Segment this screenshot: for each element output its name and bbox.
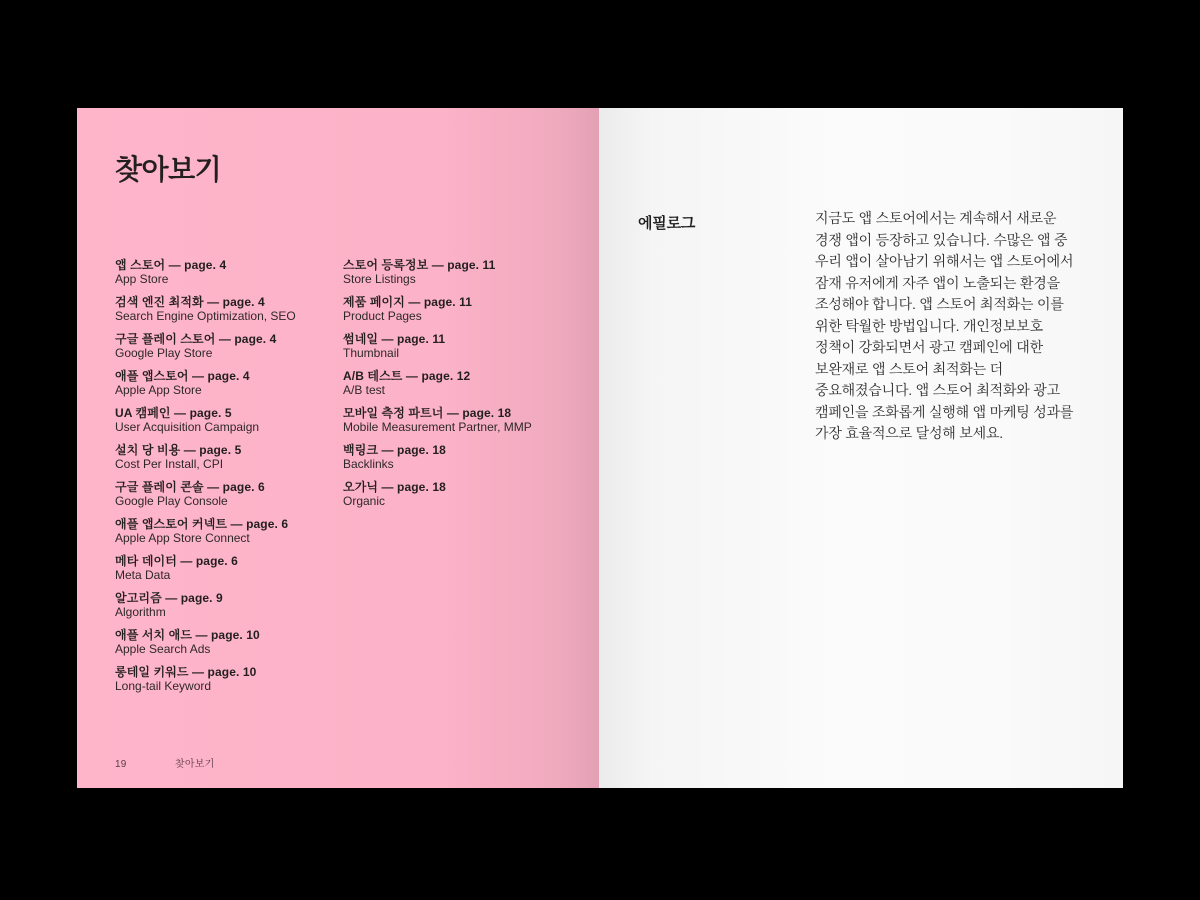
epilogue-body-text: 지금도 앱 스토어에서는 계속해서 새로운 경쟁 앱이 등장하고 있습니다. 수많은 앱 중 우리 앱이 살아남기 위해서는 앱 스토어에서 잠재 유저에게 자주 앱이 노출되는 환경을 조성해야 합니다. 앱 스토어 최적화는 이를 위한 탁월한 방법입니다. 개인정보보호 정책이 강화되면서 광고 캠페인에 대한 보완재로 앱 스토어 최적화는 더 중요해졌습니다. 앱 스토어 최적화와 광고 캠페인을 조화롭게 실행해 앱 마케팅 성과를 가장 효율적으로 달성해 보세요. — [815, 210, 1074, 441]
index-entry-term: 모바일 측정 파트너 — page. 18 — [343, 406, 512, 420]
index-entry — [115, 443, 343, 471]
page-footer — [115, 755, 214, 770]
index-entry-translation: Google Play Store — [115, 346, 213, 360]
index-entry-translation: User Acquisition Campaign — [115, 420, 260, 434]
index-entry-translation: Apple App Store — [115, 383, 202, 397]
index-entry-term: 애플 앱스토어 커넥트 — page. 6 — [115, 517, 289, 531]
index-entry — [115, 406, 343, 434]
index-entry — [115, 517, 343, 545]
index-entry-term: 알고리즘 — page. 9 — [115, 591, 223, 605]
index-entry-term: 구글 플레이 콘솔 — page. 6 — [115, 480, 265, 494]
index-entry-term: 메타 데이터 — page. 6 — [115, 554, 238, 568]
index-entry-translation: Meta Data — [115, 568, 171, 582]
index-entry-term: 스토어 등록정보 — page. 11 — [343, 258, 496, 272]
index-entry-translation: Store Listings — [343, 272, 416, 286]
index-entry-translation: Mobile Measurement Partner, MMP — [343, 420, 532, 434]
index-entry — [343, 295, 579, 323]
index-entry-translation: Apple App Store Connect — [115, 531, 250, 545]
index-entry — [343, 369, 579, 397]
index-entry — [343, 480, 579, 508]
index-entry — [115, 591, 343, 619]
index-entry-translation: App Store — [115, 272, 169, 286]
index-entry-term: 구글 플레이 스토어 — page. 4 — [115, 332, 277, 346]
index-entry — [343, 332, 579, 360]
index-entry-translation: Product Pages — [343, 309, 422, 323]
index-entry-term: A/B 테스트 — page. 12 — [343, 369, 471, 383]
index-entry — [343, 406, 579, 434]
index-entry-translation: Organic — [343, 494, 386, 508]
index-entry — [115, 554, 343, 582]
index-entry-translation: Apple Search Ads — [115, 642, 211, 656]
index-grid — [115, 258, 579, 702]
index-entry-term: 애플 앱스토어 — page. 4 — [115, 369, 250, 383]
index-entry — [115, 480, 343, 508]
index-entry — [115, 369, 343, 397]
index-entry-translation: Thumbnail — [343, 346, 400, 360]
index-entry-term: 오가닉 — page. 18 — [343, 480, 446, 494]
index-column-2 — [343, 258, 579, 702]
index-entry-term: 애플 서치 애드 — page. 10 — [115, 628, 260, 642]
index-entry-translation: Long-tail Keyword — [115, 679, 212, 693]
index-entry-translation: Cost Per Install, CPI — [115, 457, 224, 471]
index-page — [77, 108, 599, 788]
index-entry-term: 썸네일 — page. 11 — [343, 332, 446, 346]
footer-section-label: 찾아보기 — [175, 759, 215, 770]
epilogue-heading: 에필로그 — [638, 215, 696, 232]
index-entry-term: 백링크 — page. 18 — [343, 443, 446, 457]
epilogue-page — [599, 108, 1123, 788]
index-entry-term: 롱테일 키워드 — page. 10 — [115, 665, 257, 679]
book-spread — [77, 108, 1123, 788]
index-entry — [115, 665, 343, 693]
index-entry-translation: A/B test — [343, 383, 386, 397]
index-entry-translation: Search Engine Optimization, SEO — [115, 309, 296, 323]
index-entry — [343, 443, 579, 471]
index-entry-translation: Algorithm — [115, 605, 166, 619]
index-entry — [115, 628, 343, 656]
index-column-1 — [115, 258, 343, 702]
index-entry — [115, 332, 343, 360]
index-entry — [115, 258, 343, 286]
index-entry-term: UA 캠페인 — page. 5 — [115, 406, 232, 420]
index-entry-translation: Google Play Console — [115, 494, 228, 508]
index-entry-translation: Backlinks — [343, 457, 394, 471]
index-entry-term: 설치 당 비용 — page. 5 — [115, 443, 242, 457]
index-entry-term: 검색 엔진 최적화 — page. 4 — [115, 295, 265, 309]
index-entry — [115, 295, 343, 323]
page-number: 19 — [115, 759, 127, 770]
index-entry — [343, 258, 579, 286]
index-entry-term: 제품 페이지 — page. 11 — [343, 295, 473, 309]
index-entry-term: 앱 스토어 — page. 4 — [115, 258, 227, 272]
index-page-title: 찾아보기 — [115, 154, 222, 185]
